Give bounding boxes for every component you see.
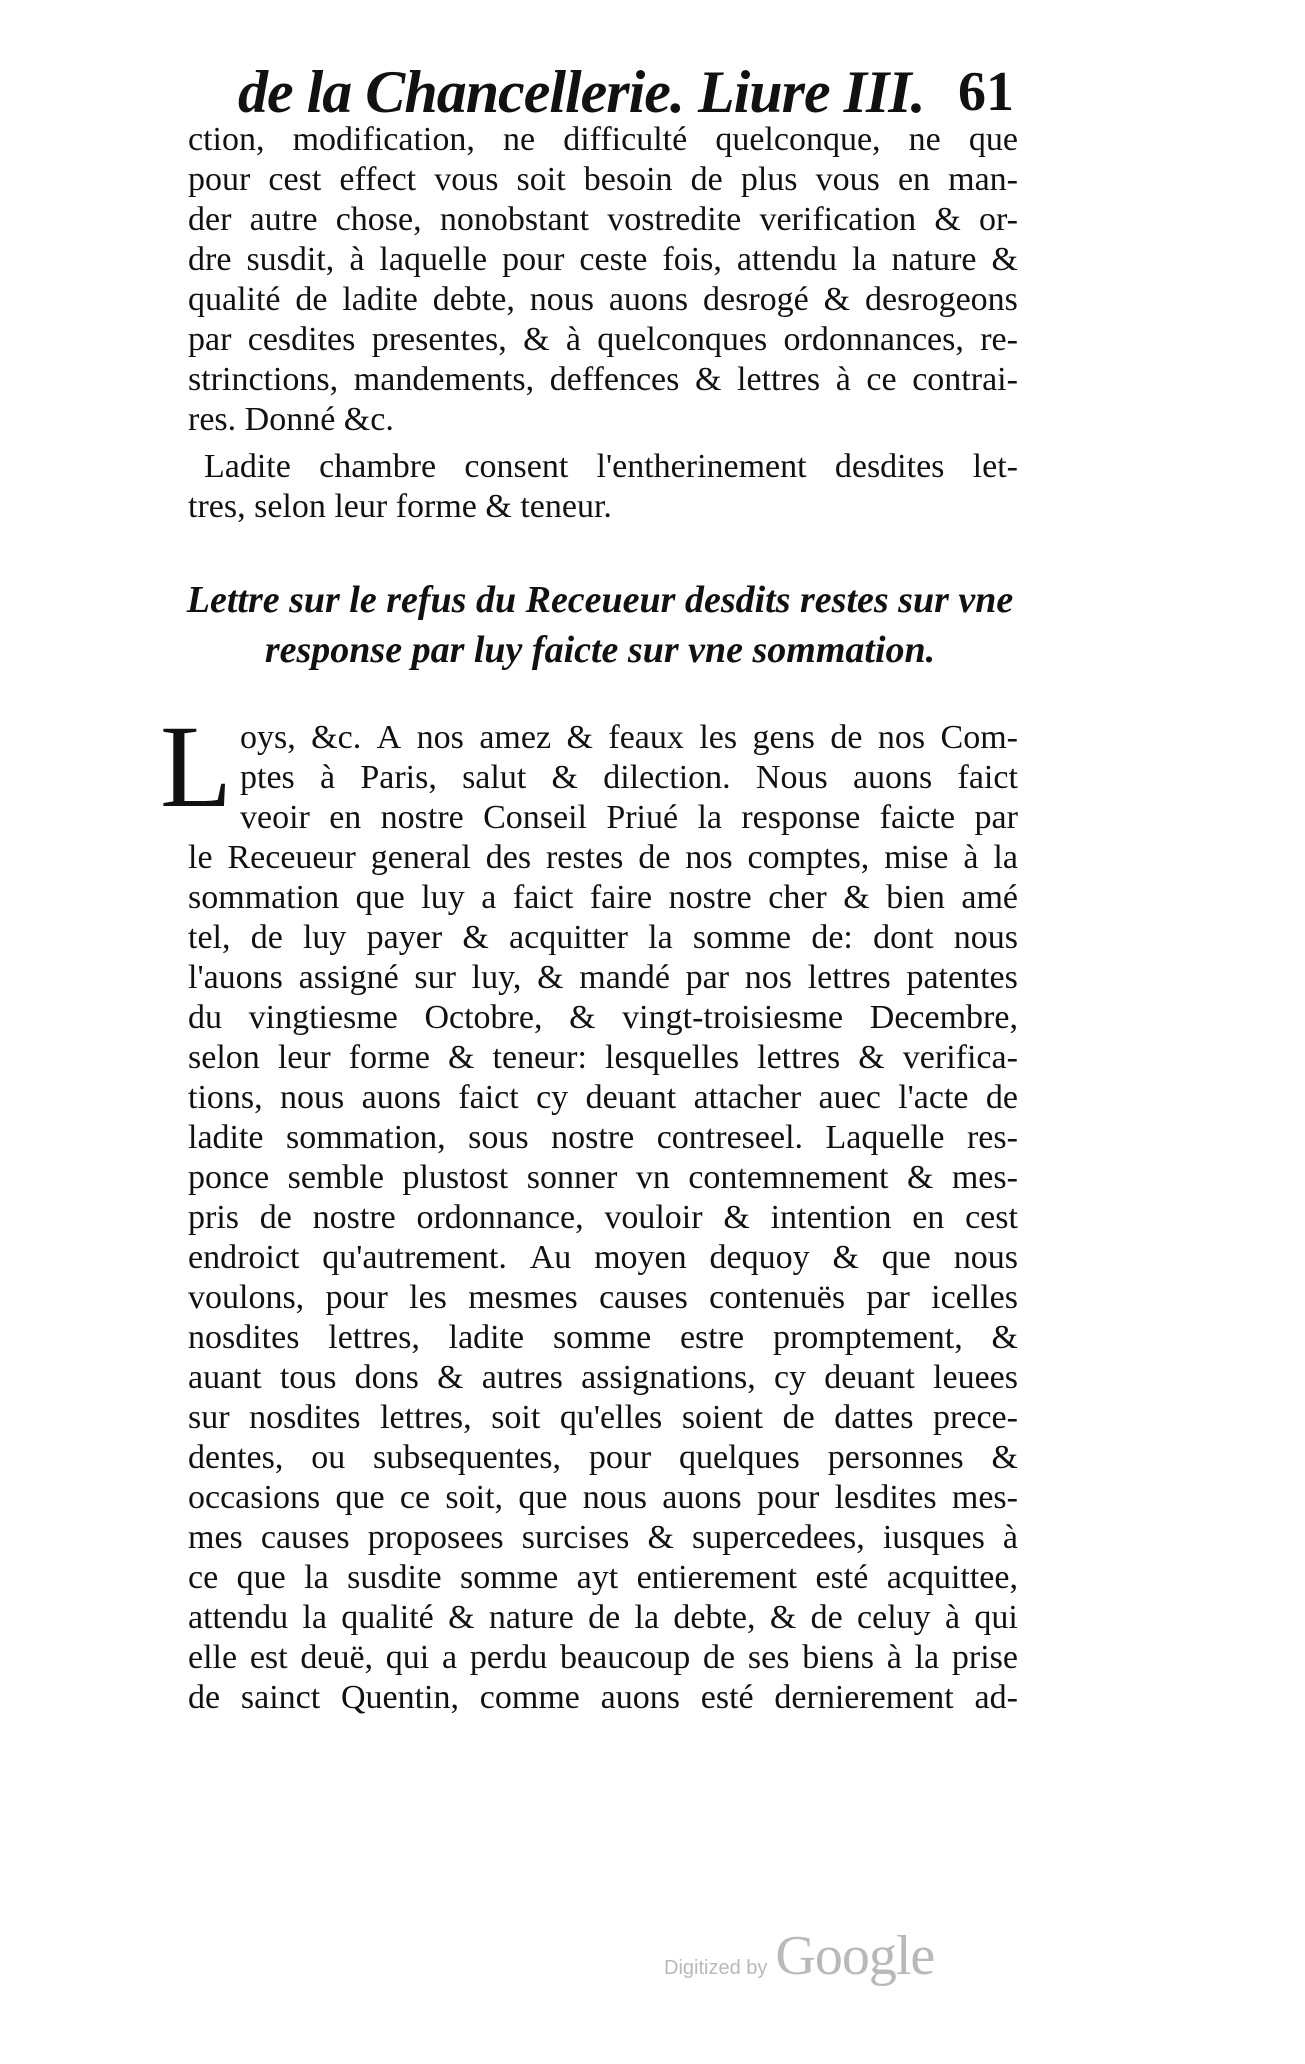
text-line: par cesdites presentes, & à quelconques ordonnances, re-	[188, 321, 1018, 358]
text-line: dre susdit, à laquelle pour ceste fois, attendu la nature &	[188, 241, 1018, 278]
text-line: qualité de ladite debte, nous auons desrogé & desrogeons	[188, 281, 1018, 318]
text-line: ptes à Paris, salut & dilection. Nous auons faict	[240, 759, 1018, 796]
text-line: ladite sommation, sous nostre contreseel. Laquelle res-	[188, 1119, 1018, 1156]
text-line: res. Donné &c.	[188, 401, 394, 438]
text-line: nosdites lettres, ladite somme estre promptement, &	[188, 1319, 1018, 1356]
digitized-by-text: Digitized by	[664, 1957, 768, 1979]
text-line: selon leur forme & teneur: lesquelles lettres & verifica-	[188, 1039, 1018, 1076]
text-line: occasions que ce soit, que nous auons pour lesdites mes-	[188, 1479, 1018, 1516]
google-logo: Google	[775, 1925, 935, 1987]
text-line: Ladite chambre consent l'entherinement desdites let-	[204, 448, 1018, 485]
text-line: sur nosdites lettres, soit qu'elles soient de dattes prece-	[188, 1399, 1018, 1436]
text-line: elle est deuë, qui a perdu beaucoup de ses biens à la prise	[188, 1639, 1018, 1676]
text-line: endroict qu'autrement. Au moyen dequoy & que nous	[188, 1239, 1018, 1276]
text-line: mes causes proposees surcises & supercedees, iusques à	[188, 1519, 1018, 1556]
text-line: ction, modification, ne difficulté quelconque, ne que	[188, 121, 1018, 158]
text-line: ce que la susdite somme ayt entierement esté acquittee,	[188, 1559, 1018, 1596]
section-heading	[170, 575, 1030, 675]
text-line: sommation que luy a faict faire nostre cher & bien amé	[188, 879, 1018, 916]
letter-body	[188, 718, 1018, 1718]
text-line: tres, selon leur forme & teneur.	[188, 488, 612, 525]
text-line: le Receueur general des restes de nos comptes, mise à la	[188, 839, 1018, 876]
heading-line: response par luy faicte sur vne sommation.	[264, 629, 936, 671]
text-line: ponce semble plustost sonner vn contemnement & mes-	[188, 1159, 1018, 1196]
text-line: auant tous dons & autres assignations, cy deuant leuees	[188, 1359, 1018, 1396]
text-line: de sainct Quentin, comme auons esté dernierement ad-	[188, 1679, 1018, 1716]
text-line: du vingtiesme Octobre, & vingt-troisiesme Decembre,	[188, 999, 1018, 1036]
continued-letter-text	[188, 120, 1018, 440]
text-line: l'auons assigné sur luy, & mandé par nos lettres patentes	[188, 959, 1018, 996]
text-line: der autre chose, nonobstant vostredite verification & or-	[188, 201, 1018, 238]
text-line: dentes, ou subsequentes, pour quelques personnes &	[188, 1439, 1018, 1476]
text-line: tel, de luy payer & acquitter la somme de: dont nous	[188, 919, 1018, 956]
heading-line: Lettre sur le refus du Receueur desdits restes sur vne	[186, 579, 1014, 621]
text-line: strinctions, mandements, deffences & lettres à ce contrai-	[188, 361, 1018, 398]
page-number: 61	[958, 61, 1014, 123]
digitized-watermark	[664, 1924, 994, 1994]
text-line: tions, nous auons faict cy deuant attacher auec l'acte de	[188, 1079, 1018, 1116]
text-line: veoir en nostre Conseil Priué la response faicte par	[240, 799, 1018, 836]
drop-cap: L	[160, 701, 233, 832]
text-line: attendu la qualité & nature de la debte, & de celuy à qui	[188, 1599, 1018, 1636]
text-line: voulons, pour les mesmes causes contenuës par icelles	[188, 1279, 1018, 1316]
running-title: de la Chancellerie. Liure III.	[238, 59, 925, 125]
text-line: pour cest effect vous soit besoin de plus vous en man-	[188, 161, 1018, 198]
text-line: pris de nostre ordonnance, vouloir & intention en cest	[188, 1199, 1018, 1236]
chamber-endorsement	[188, 447, 1018, 527]
text-line: oys, &c. A nos amez & feaux les gens de nos Com-	[240, 719, 1018, 756]
